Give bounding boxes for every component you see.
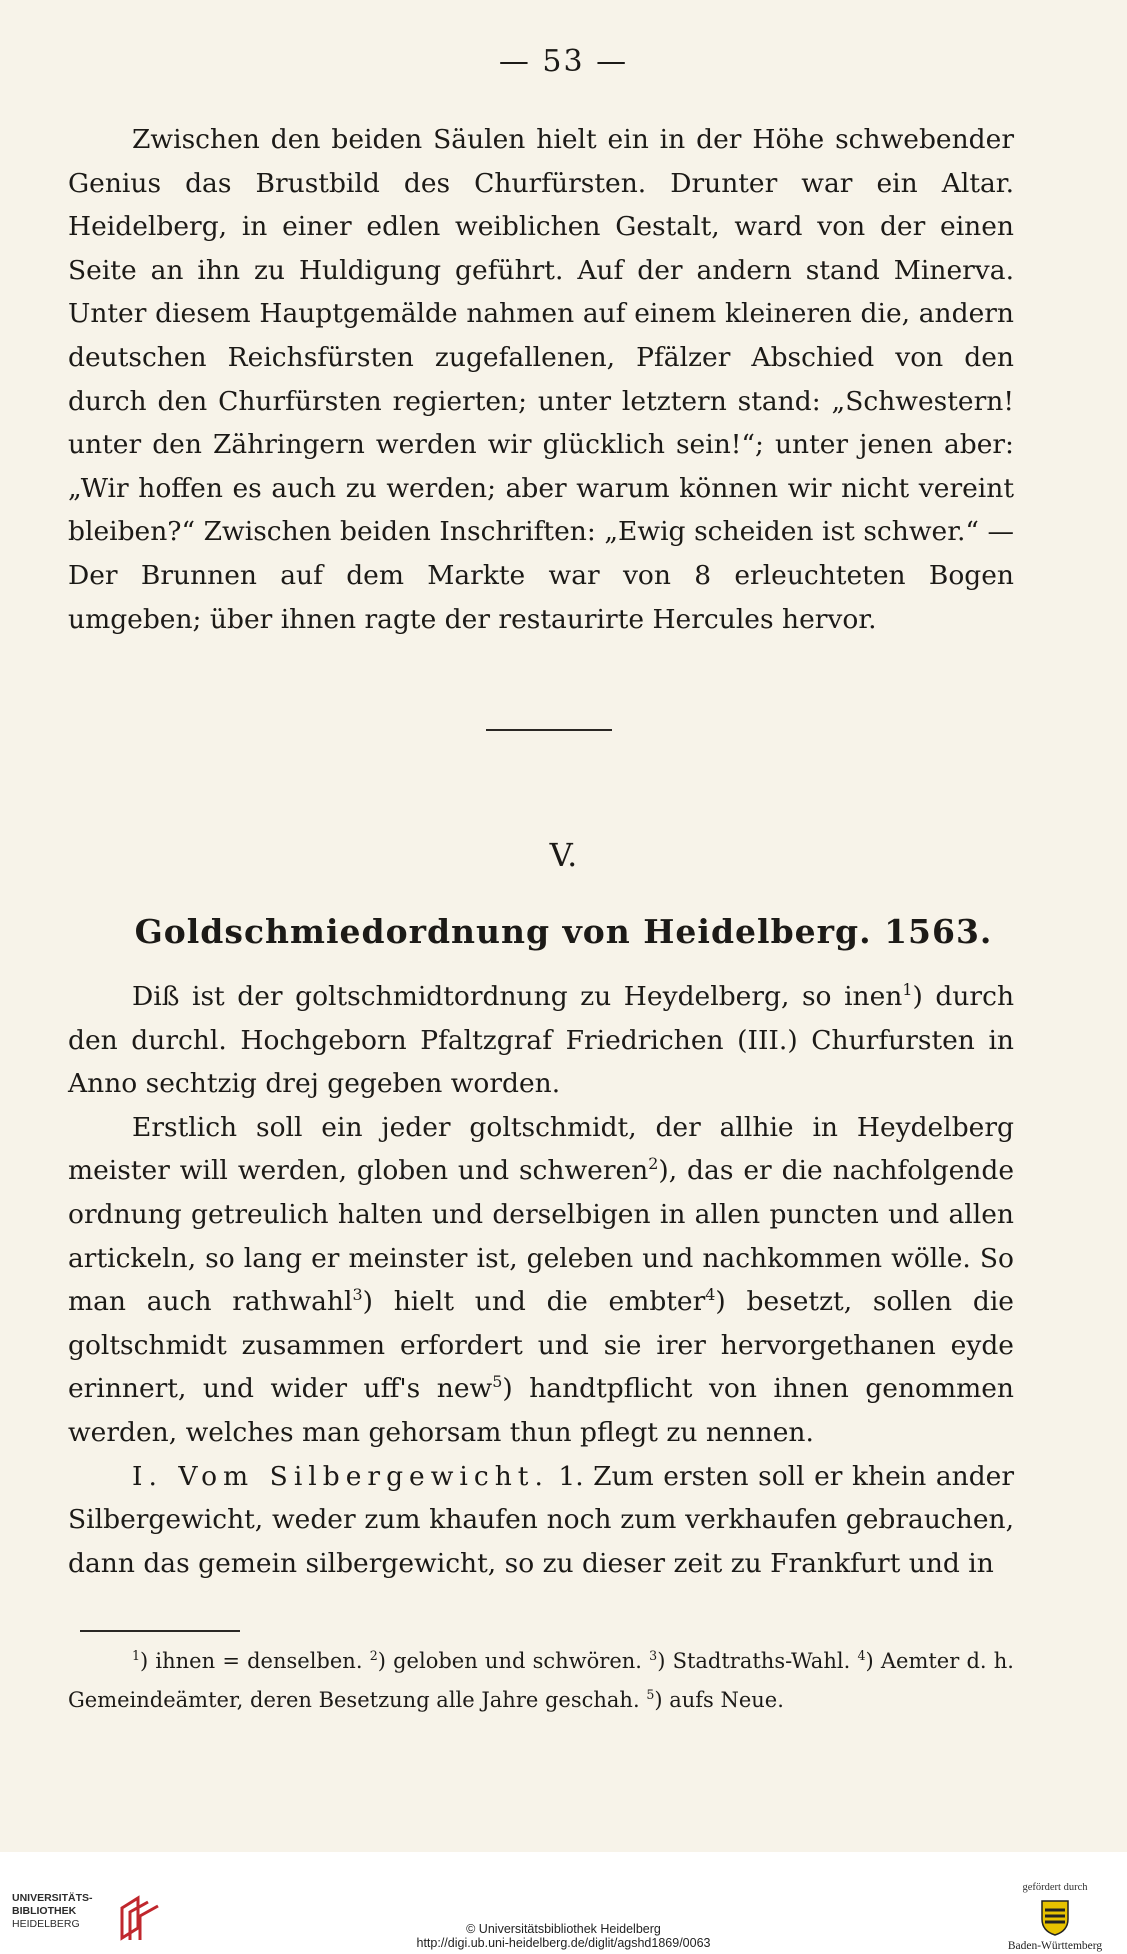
footnotes — [68, 1642, 1014, 1720]
footnote-1: ) ihnen = denselben. — [140, 1649, 370, 1673]
footnote-mark-2: 2 — [369, 1648, 378, 1663]
paragraph-3-text: 1. Zum ersten soll er khein ander Silbergewicht, weder zum khaufen noch zum verkhaufen gebrauchen, dann das gemein silbergewicht, so zu dieser zeit zu Frankfurt und in — [68, 1460, 1015, 1579]
paragraph-1 — [68, 975, 1014, 1106]
paragraph-2-text-e: ) handtpflicht von ihnen genommen werden, welches man gehorsam thun pflegt zu nennen. — [68, 1373, 1015, 1448]
page-number: — 53 — — [498, 44, 629, 79]
intro-text-block — [68, 118, 1014, 641]
paragraph-2-text-b: ), das er die nachfolgende ordnung getreulich halten und derselbigen in allen puncten und allen artickeln, so lang er meinster ist, geleben und nachkommen wölle. So man auch rathwahl — [68, 1155, 1015, 1318]
footnote-5: ) aufs Neue. — [654, 1688, 784, 1712]
footnote-line — [68, 1642, 1014, 1720]
funded-by-label: gefördert durch — [1022, 1882, 1088, 1893]
footnote-ref-3: 3 — [352, 1285, 363, 1305]
footnote-ref-1: 1 — [902, 980, 913, 1000]
paragraph-3 — [68, 1455, 1014, 1586]
intro-paragraph: Zwischen den beiden Säulen hielt ein in der Höhe schwebender Genius das Brustbild des Churfürsten. Drunter war ein Altar. Heidelberg, in einer edlen weiblichen Gestalt, ward von der einen Seite an ihn zu Huldigung geführt. Auf der andern stand Minerva. Unter diesem Hauptgemälde nahmen auf einem kleineren die, andern deutschen Reichsfürsten zugefallenen, Pfälzer Abschied von den durch den Churfürsten regierten; unter letztern stand: „Schwestern! unter den Zähringern werden wir glücklich sein!“; unter jenen aber: „Wir hoffen es auch zu werden; aber warum können wir nicht vereint bleiben?“ Zwischen beiden Inschriften: „Ewig scheiden ist schwer.“ — Der Brunnen auf dem Markte war von 8 erleuchteten Bogen umgeben; über ihnen ragte der restaurirte Hercules hervor. — [68, 124, 1014, 635]
subsection-heading: I. Vom Silbergewicht. — [132, 1460, 549, 1492]
footnote-mark-1: 1 — [132, 1648, 141, 1663]
paragraph-2-text-c: ) hielt und die embter — [362, 1286, 706, 1318]
section-divider — [486, 729, 612, 731]
paragraph-1-text-cont: ) durch den durchl. Hochgeborn Pfaltzgraf Friedrichen (III.) Churfursten in Anno sechtzig drej gegeben worden. — [68, 981, 1015, 1100]
coat-of-arms-icon — [1040, 1897, 1070, 1937]
library-name-line3: HEIDELBERG — [12, 1918, 80, 1930]
footnote-ref-2: 2 — [648, 1154, 659, 1174]
footnote-divider — [80, 1630, 240, 1632]
paragraph-2 — [68, 1106, 1014, 1455]
footnote-mark-4: 4 — [857, 1648, 866, 1663]
funder-logo[interactable] — [990, 1882, 1120, 1954]
footnote-mark-5: 5 — [646, 1687, 655, 1702]
library-name-line2: BIBLIOTHEK — [12, 1905, 77, 1917]
digitization-footer — [0, 1852, 1127, 1954]
paragraph-1-text: Diß ist der goltschmidtordnung zu Heydelberg, so inen — [132, 981, 903, 1012]
footnote-4: ) Aemter d. h. Gemeindeämter, deren Besetzung alle Jahre geschah. — [68, 1649, 1014, 1712]
main-text-block — [68, 975, 1014, 1585]
funder-name: Baden-Württemberg — [1007, 1940, 1103, 1952]
footnote-3: ) Stadtraths-Wahl. — [657, 1649, 858, 1673]
section-number: V. — [549, 836, 578, 874]
copyright-text: © Universitätsbibliothek Heidelberg — [466, 1922, 661, 1936]
footnote-mark-3: 3 — [649, 1648, 658, 1663]
footnote-2: ) geloben und schwören. — [377, 1649, 650, 1673]
footnote-ref-4: 4 — [705, 1285, 716, 1305]
library-name-line1: UNIVERSITÄTS- — [12, 1892, 93, 1904]
section-title: Goldschmiedordnung von Heidelberg. 1563. — [134, 912, 993, 951]
paragraph-2-text: Erstlich soll ein jeder goltschmidt, der allhie in Heydelberg meister will werden, globen und schweren — [68, 1111, 1014, 1187]
permalink[interactable]: http://digi.ub.uni-heidelberg.de/diglit/agshd1869/0063 — [416, 1936, 711, 1950]
paragraph-2-text-d: ) besetzt, sollen die goltschmidt zusammen erfordert und sie irer hervorgethanen eyde erinnert, und wider uff's new — [68, 1286, 1014, 1405]
footnote-ref-5: 5 — [492, 1372, 503, 1392]
copyright-notice — [0, 1922, 1127, 1950]
